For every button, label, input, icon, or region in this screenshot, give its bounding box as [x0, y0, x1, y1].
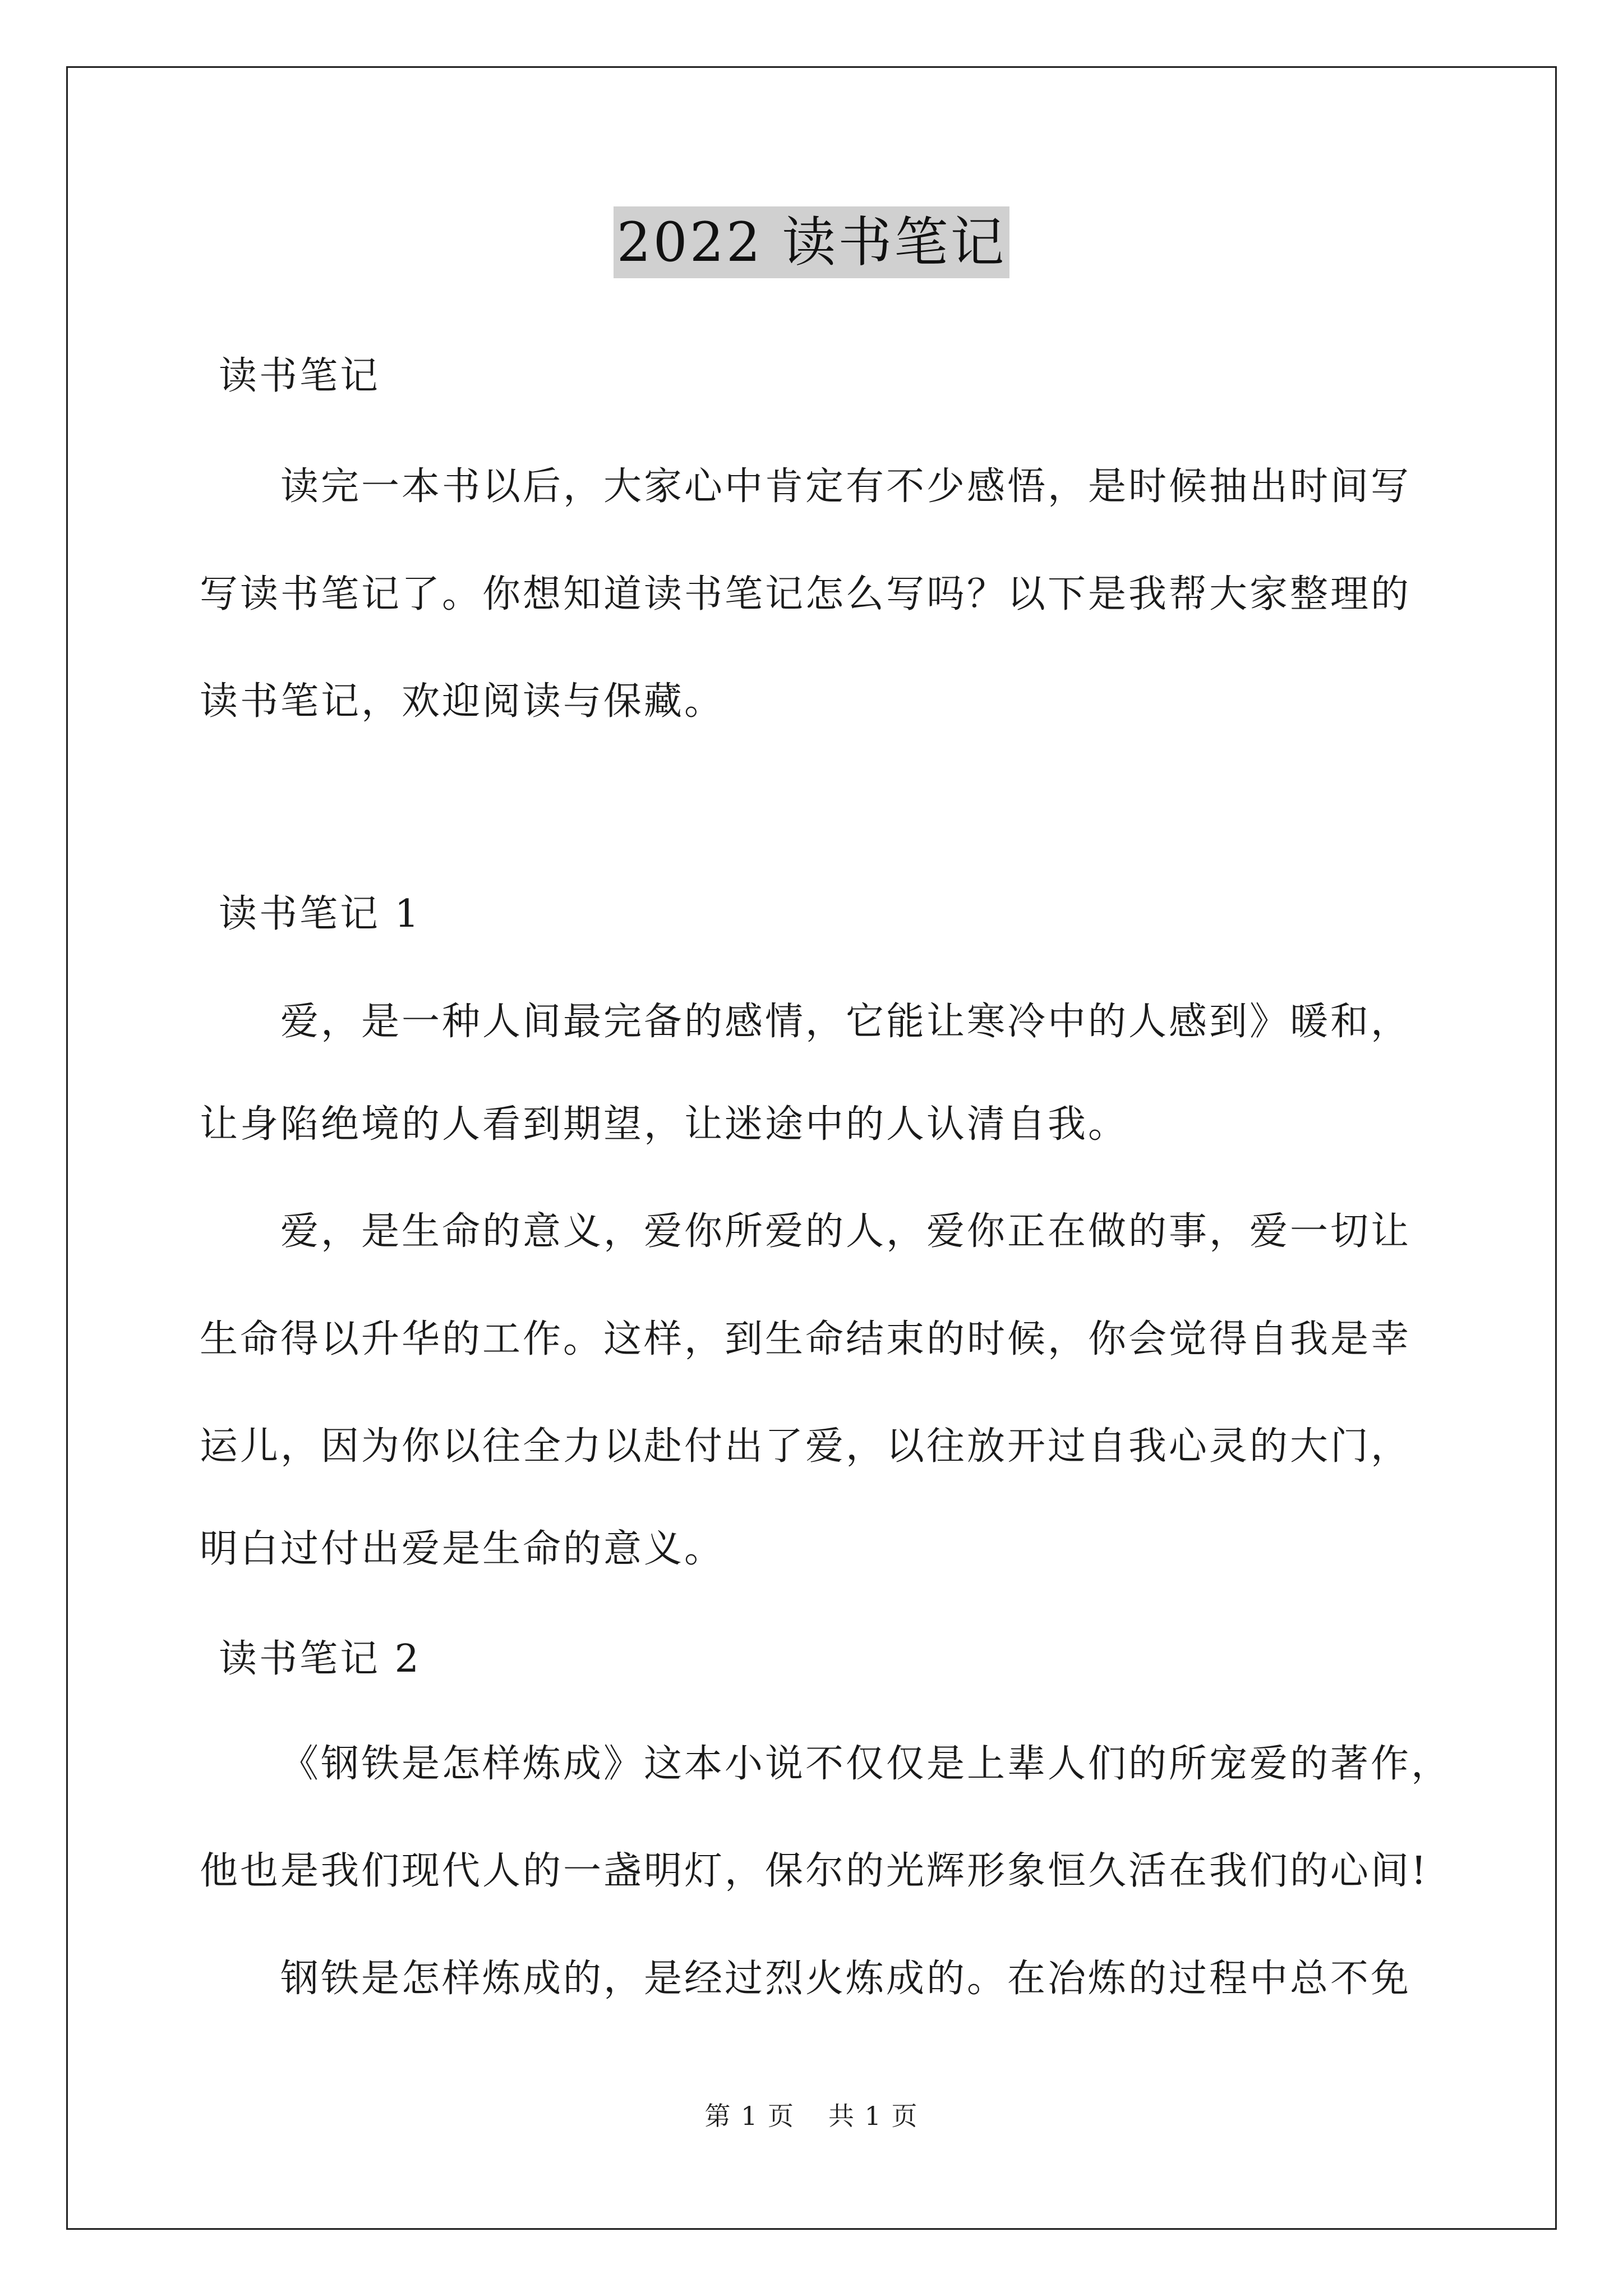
intro-line-1: 读完一本书以后，大家心中肯定有不少感悟，是时候抽出时间写 [280, 464, 1412, 509]
note2-line-1: 《钢铁是怎样炼成》这本小说不仅仅是上辈人们的所宠爱的著作， [280, 1742, 1452, 1786]
page-number: 第 1 页 [704, 2101, 795, 2131]
intro-line-3: 读书笔记，欢迎阅读与保藏。 [200, 679, 725, 724]
note1-line-4: 生命得以升华的工作。这样，到生命结束的时候，你会觉得自我是幸 [200, 1317, 1412, 1361]
note1-line-6: 明白过付出爱是生命的意义。 [200, 1527, 725, 1571]
note2-heading: 读书笔记 2 [219, 1637, 421, 1681]
note1-line-1: 爱，是一种人间最完备的感情，它能让寒冷中的人感到》暖和， [280, 1000, 1412, 1044]
note1-line-3: 爱，是生命的意义，爱你所爱的人，爱你正在做的事，爱一切让 [280, 1209, 1412, 1254]
intro-line-2: 写读书笔记了。你想知道读书笔记怎么写吗？以下是我帮大家整理的 [200, 572, 1412, 616]
note1-line-2: 让身陷绝境的人看到期望，让迷途中的人认清自我。 [200, 1102, 1129, 1147]
document-title: 2022 读书笔记 [614, 206, 1010, 278]
note1-line-5: 运儿，因为你以往全力以赴付出了爱，以往放开过自我心灵的大门， [200, 1424, 1412, 1469]
note2-line-2: 他也是我们现代人的一盏明灯，保尔的光辉形象恒久活在我们的心间! [200, 1849, 1429, 1893]
intro-heading: 读书笔记 [219, 354, 381, 398]
note2-line-3: 钢铁是怎样炼成的，是经过烈火炼成的。在冶炼的过程中总不免 [280, 1957, 1412, 2001]
title-container [0, 206, 1623, 278]
page-footer [0, 2099, 1623, 2133]
note1-heading: 读书笔记 1 [219, 892, 421, 936]
page-total: 共 1 页 [828, 2101, 919, 2131]
